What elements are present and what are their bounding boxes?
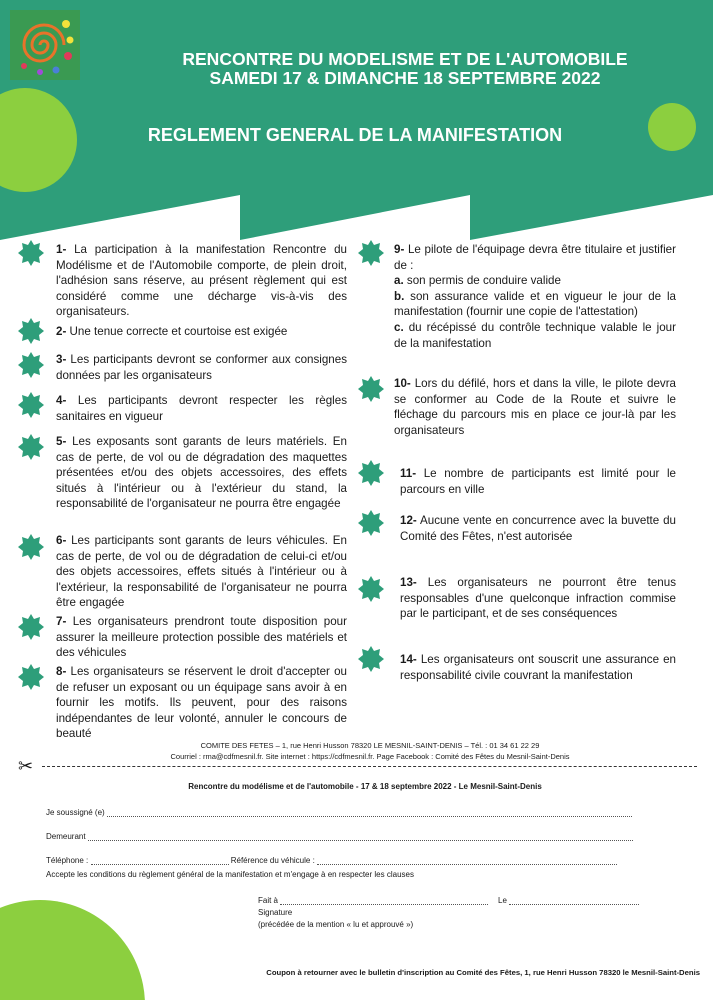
item-letter: a. <box>394 274 404 288</box>
badge-icon <box>358 576 384 602</box>
badge-icon <box>18 664 44 690</box>
rule-9 <box>394 242 676 351</box>
rule-10 <box>394 376 676 438</box>
date-label: Le <box>498 896 507 905</box>
rule-8 <box>56 664 347 742</box>
rule-number: 2- <box>56 325 67 338</box>
rule-text: Les participants devront respecter les règles sanitaires en vigueur <box>56 394 347 423</box>
rule-14 <box>400 652 676 683</box>
rule-text: Le pilote de l'équipage devra être titulaire et justifier de : <box>394 243 676 272</box>
coupon-return-note: Coupon à retourner avec le bulletin d'inscription au Comité des Fêtes, 1, rue Henri Husson 78320 le Mesnil-Saint-Denis <box>266 968 700 977</box>
rule-text: Les organisateurs ont souscrit une assurance en responsabilité civile couvrant la manifestation <box>400 653 676 682</box>
badge-icon <box>18 434 44 460</box>
rule-13 <box>400 575 676 622</box>
logo <box>10 10 80 80</box>
scissors-icon: ✂ <box>18 756 34 776</box>
item-text: son permis de conduire valide <box>406 274 561 288</box>
rule-1 <box>56 242 347 320</box>
rule-12 <box>400 513 676 544</box>
event-title-line2: SAMEDI 17 & DIMANCHE 18 SEPTEMBRE 2022 <box>209 68 601 88</box>
date-line[interactable] <box>509 896 639 905</box>
rules-heading: REGLEMENT GENERAL DE LA MANIFESTATION <box>147 125 563 145</box>
reference-line[interactable] <box>317 856 617 865</box>
rule-number: 13- <box>400 576 417 589</box>
rule-text: Les organisateurs ne pourront être tenus responsables d'une quelconque infraction commise par le participant, et de ses conséquences <box>400 576 676 621</box>
badge-icon <box>358 510 384 536</box>
rule-number: 9- <box>394 243 405 256</box>
rule-9-intro <box>394 242 676 273</box>
demeurant-field[interactable] <box>46 832 633 841</box>
date-field[interactable] <box>498 896 639 905</box>
rule-7 <box>56 614 347 661</box>
badge-icon <box>18 614 44 640</box>
rule-number: 11- <box>400 467 417 480</box>
header-shape <box>0 0 713 245</box>
soussigne-label: Je soussigné (e) <box>46 808 105 817</box>
rule-9-item-c <box>394 320 676 351</box>
event-title <box>140 50 670 88</box>
badge-icon <box>18 534 44 560</box>
rule-number: 7- <box>56 615 67 628</box>
demeurant-line[interactable] <box>88 832 633 841</box>
rule-number: 4- <box>56 394 67 407</box>
badge-icon <box>358 460 384 486</box>
rule-5 <box>56 434 347 512</box>
rule-number: 3- <box>56 353 67 366</box>
rule-text: Le nombre de participants est limité pour le parcours en ville <box>400 467 676 496</box>
rule-number: 12- <box>400 514 417 527</box>
header-banner <box>0 0 713 240</box>
rule-3 <box>56 352 347 383</box>
signature-mention: (précédée de la mention « lu et approuvé ») <box>258 920 414 929</box>
telephone-field[interactable] <box>46 856 617 865</box>
rule-number: 5- <box>56 435 67 448</box>
badge-icon <box>18 318 44 344</box>
rule-text: Aucune vente en concurrence avec la buvette du Comité des Fêtes, n'est autorisée <box>400 514 676 543</box>
rule-text: Les organisateurs prendront toute disposition pour assurer la meilleure protection possible des matériels et des véhicules <box>56 615 347 660</box>
item-letter: b. <box>394 289 405 303</box>
soussigne-field[interactable] <box>46 808 632 817</box>
badge-icon <box>18 352 44 378</box>
rule-text: Lors du défilé, hors et dans la ville, le pilote devra se conformer au Code de la Route et suivre le fléchage du parcours mis en place ce jour-là par les organisateurs <box>394 377 676 437</box>
rule-text: Les participants sont garants de leurs véhicules. En cas de perte, de vol ou de dégradation de celui-ci et/ou des objets accessoires, effets situés à l'intérieur ou à l'extérieur, la responsabilité de l'organisateur ne pourra être engagée <box>56 534 347 610</box>
rule-9-item-a <box>394 273 676 289</box>
telephone-label: Téléphone : <box>46 856 89 865</box>
badge-icon <box>18 392 44 418</box>
rule-9-item-b <box>394 289 676 320</box>
badge-icon <box>18 240 44 266</box>
soussigne-line[interactable] <box>107 808 632 817</box>
badge-icon <box>358 376 384 402</box>
rule-4 <box>56 393 347 424</box>
badge-icon <box>358 240 384 266</box>
organizer-contact <box>120 740 620 762</box>
telephone-line[interactable] <box>91 856 229 865</box>
signature-label: Signature <box>258 908 293 917</box>
coupon-title: Rencontre du modélisme et de l'automobile - 17 & 18 septembre 2022 - Le Mesnil-Saint-Denis <box>188 782 542 791</box>
badge-icon <box>358 646 384 672</box>
reference-label: Référence du véhicule : <box>230 856 315 865</box>
rule-text: La participation à la manifestation Rencontre du Modélisme et de l'Automobile comporte, de plein droit, l'adhésion sans réserve, au présent règlement qui est considéré comme une décharge vis-à-vis des organisateurs. <box>56 243 347 319</box>
item-letter: c. <box>394 320 404 334</box>
organizer-links: Courriel : rma@cdfmesnil.fr. Site internet : https://cdfmesnil.fr. Page Facebook : Comité des Fêtes du Mesnil-Saint-Denis <box>170 752 570 761</box>
organizer-address: COMITE DES FETES – 1, rue Henri Husson 78320 LE MESNIL-SAINT-DENIS – Tél. : 01 34 61 22 29 <box>200 741 540 750</box>
corner-circle <box>0 900 150 1000</box>
item-text: du récépissé du contrôle technique valable le jour de la manifestation <box>394 320 676 350</box>
rule-number: 14- <box>400 653 417 666</box>
rule-number: 6- <box>56 534 67 547</box>
rule-text: Les exposants sont garants de leurs matériels. En cas de perte, de vol ou de dégradation des maquettes présentées et/ou des objets accessoires, des effets situés à l'intérieur ou à l'extérieur du stand, la responsabilité de l'organisateur ne pourra être engagée <box>56 435 347 511</box>
rule-number: 10- <box>394 377 411 390</box>
rule-number: 8- <box>56 665 67 678</box>
fait-a-field[interactable] <box>258 896 488 905</box>
rule-2 <box>56 324 347 340</box>
rule-text: Les organisateurs se réservent le droit d'accepter ou de refuser un exposant ou un équipage sans avoir à en fournir les motifs. Ils peuvent, pour des raisons indépendantes de leur volonté, annuler le concours de beauté <box>56 665 347 741</box>
demeurant-label: Demeurant <box>46 832 86 841</box>
event-title-line1: RENCONTRE DU MODELISME ET DE L'AUTOMOBILE <box>182 49 628 69</box>
fait-a-label: Fait à <box>258 896 279 905</box>
rule-6 <box>56 533 347 611</box>
accept-statement: Accepte les conditions du règlement général de la manifestation et m'engage à en respecter les clauses <box>46 870 414 879</box>
cut-line <box>42 766 697 767</box>
item-text: son assurance valide et en vigueur le jour de la manifestation (fournir une copie de l'attestation) <box>394 289 676 319</box>
rule-number: 1- <box>56 243 67 256</box>
rule-11 <box>400 466 676 497</box>
fait-a-line[interactable] <box>280 896 488 905</box>
rule-text: Une tenue correcte et courtoise est exigée <box>69 325 288 338</box>
rule-text: Les participants devront se conformer aux consignes données par les organisateurs <box>56 353 347 382</box>
